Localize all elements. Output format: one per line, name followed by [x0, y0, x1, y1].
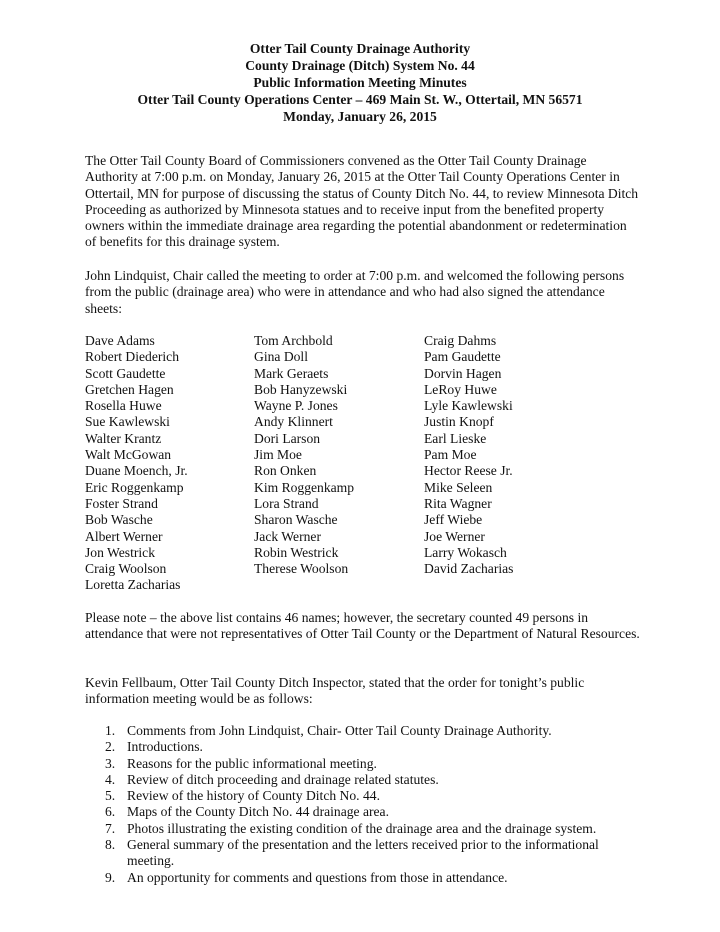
attendee-name: Duane Moench, Jr.	[85, 463, 188, 479]
agenda-item-text: Review of the history of County Ditch No. 44.	[127, 788, 380, 804]
agenda-item-number: 1.	[105, 723, 116, 738]
header-authority: Otter Tail County Drainage Authority	[249, 41, 471, 56]
attendee-name: Loretta Zacharias	[85, 577, 181, 593]
attendee-row	[85, 382, 645, 398]
header-location: Otter Tail County Operations Center – 469 Main St. W., Ottertail, MN 56571	[137, 92, 583, 107]
attendee-name: Robert Diederich	[85, 349, 179, 365]
attendee-name: Joe Werner	[424, 528, 485, 544]
agenda-item-number: 3.	[105, 755, 116, 771]
attendee-name: Lyle Kawlewski	[424, 398, 513, 414]
attendee-row	[85, 561, 645, 577]
attendee-row	[85, 333, 645, 349]
attendee-name: Wayne P. Jones	[254, 398, 338, 414]
header-date: Monday, January 26, 2015	[283, 109, 437, 124]
agenda-item-text: An opportunity for comments and questions from those in attendance.	[127, 869, 508, 885]
attendee-name: Kim Roggenkamp	[254, 479, 355, 495]
attendee-row	[85, 447, 645, 463]
attendee-name: Eric Roggenkamp	[85, 479, 184, 495]
attendee-name: Jeff Wiebe	[424, 512, 483, 528]
document-header	[0, 40, 720, 125]
agenda-item-text: Introductions.	[127, 739, 203, 755]
agenda-list	[85, 723, 645, 886]
attendee-name: David Zacharias	[424, 561, 514, 577]
attendee-name: Dorvin Hagen	[424, 365, 502, 381]
attendee-row	[85, 529, 645, 545]
agenda-item	[85, 756, 645, 772]
attendee-name: Tom Archbold	[254, 333, 333, 348]
attendee-name: Pam Moe	[424, 447, 477, 463]
attendee-row	[85, 480, 645, 496]
attendee-name: Foster Strand	[85, 495, 158, 511]
agenda-item	[85, 870, 645, 886]
attendee-row	[85, 577, 645, 593]
attendee-name: Sue Kawlewski	[85, 414, 170, 430]
attendee-name: Gretchen Hagen	[85, 381, 174, 397]
attendee-row	[85, 463, 645, 479]
attendee-name: Therese Woolson	[254, 561, 349, 577]
attendee-row	[85, 349, 645, 365]
attendee-row	[85, 366, 645, 382]
agenda-item-text: Review of ditch proceeding and drainage related statutes.	[127, 771, 439, 787]
agenda-item	[85, 723, 645, 739]
attendee-row	[85, 545, 645, 561]
attendee-name: Sharon Wasche	[254, 512, 338, 528]
attendee-row	[85, 398, 645, 414]
attendee-list	[85, 333, 645, 594]
attendance-note-paragraph: Please note – the above list contains 46 names; however, the secretary counted 49 persons in attendance that were not representatives of Otter Tail County or the Department of Natural Resources.	[85, 610, 640, 642]
attendee-name: Walter Krantz	[85, 430, 162, 446]
attendee-name: LeRoy Huwe	[424, 381, 497, 397]
attendee-row	[85, 512, 645, 528]
agenda-item-number: 8.	[105, 837, 116, 853]
attendee-name: Larry Wokasch	[424, 544, 507, 560]
agenda-item-number: 9.	[105, 869, 116, 885]
agenda-item	[85, 804, 645, 820]
agenda-item-text: Reasons for the public informational meeting.	[127, 755, 377, 771]
attendee-name: Scott Gaudette	[85, 365, 166, 381]
agenda-item-number: 5.	[105, 788, 116, 804]
attendee-name: Bob Hanyzewski	[254, 381, 348, 397]
agenda-item	[85, 837, 645, 870]
attendee-name: Ron Onken	[254, 463, 317, 479]
attendee-row	[85, 414, 645, 430]
attendee-name: Mike Seleen	[424, 479, 493, 495]
agenda-item-text: Photos illustrating the existing condition of the drainage area and the drainage system.	[127, 820, 597, 836]
agenda-item-text: Maps of the County Ditch No. 44 drainage area.	[127, 804, 389, 820]
attendee-name: Dave Adams	[85, 333, 155, 348]
attendee-name: Andy Klinnert	[254, 414, 333, 430]
call-to-order-paragraph: John Lindquist, Chair called the meeting to order at 7:00 p.m. and welcomed the following persons from the public (drainage area) who were in attendance and who had also signed the attendance sheets:	[85, 268, 625, 316]
attendee-name: Robin Westrick	[254, 544, 339, 560]
agenda-item-text: General summary of the presentation and the letters received prior to the informational meeting.	[127, 837, 599, 869]
agenda-item	[85, 821, 645, 837]
attendee-name: Rosella Huwe	[85, 398, 162, 414]
attendee-row	[85, 431, 645, 447]
attendee-name: Hector Reese Jr.	[424, 463, 513, 479]
agenda-item-number: 6.	[105, 804, 116, 820]
agenda-item-number: 2.	[105, 739, 116, 755]
agenda-item	[85, 739, 645, 755]
agenda-item	[85, 772, 645, 788]
attendee-name: Jack Werner	[254, 528, 321, 544]
attendee-name: Craig Woolson	[85, 561, 167, 577]
agenda-item-number: 4.	[105, 771, 116, 787]
agenda-item	[85, 788, 645, 804]
agenda-item-text: Comments from John Lindquist, Chair- Otter Tail County Drainage Authority.	[127, 723, 552, 738]
attendee-name: Mark Geraets	[254, 365, 329, 381]
attendee-row	[85, 496, 645, 512]
meeting-order-paragraph: Kevin Fellbaum, Otter Tail County Ditch Inspector, stated that the order for tonight’s public information meeting would be as follows:	[85, 675, 585, 707]
attendee-name: Jim Moe	[254, 447, 302, 463]
attendee-name: Pam Gaudette	[424, 349, 501, 365]
attendee-name: Walt McGowan	[85, 447, 172, 463]
attendee-name: Craig Dahms	[424, 333, 497, 348]
attendee-name: Justin Knopf	[424, 414, 494, 430]
header-meeting-type: Public Information Meeting Minutes	[253, 75, 467, 90]
attendee-name: Dori Larson	[254, 430, 321, 446]
attendee-name: Earl Lieske	[424, 430, 487, 446]
intro-paragraph: The Otter Tail County Board of Commissioners convened as the Otter Tail County Drainage Authority at 7:00 p.m. on Monday, January 26, 2015 at the Otter Tail County Operations Center in Ottertail, MN for purpose of discussing the status of County Ditch No. 44, to review Minnesota Ditch Proceeding as authorized by Minnesota statues and to receive input from the benefited property owners within the immediate drainage area regarding the potential abandonment or redetermination of benefits for this drainage system.	[85, 153, 639, 250]
attendee-name: Lora Strand	[254, 495, 319, 511]
attendee-name: Gina Doll	[254, 349, 308, 365]
attendee-name: Rita Wagner	[424, 495, 492, 511]
header-ditch-system: County Drainage (Ditch) System No. 44	[245, 58, 475, 73]
attendee-name: Bob Wasche	[85, 512, 153, 528]
attendee-name: Jon Westrick	[85, 544, 156, 560]
attendee-name: Albert Werner	[85, 528, 163, 544]
agenda-item-number: 7.	[105, 820, 116, 836]
